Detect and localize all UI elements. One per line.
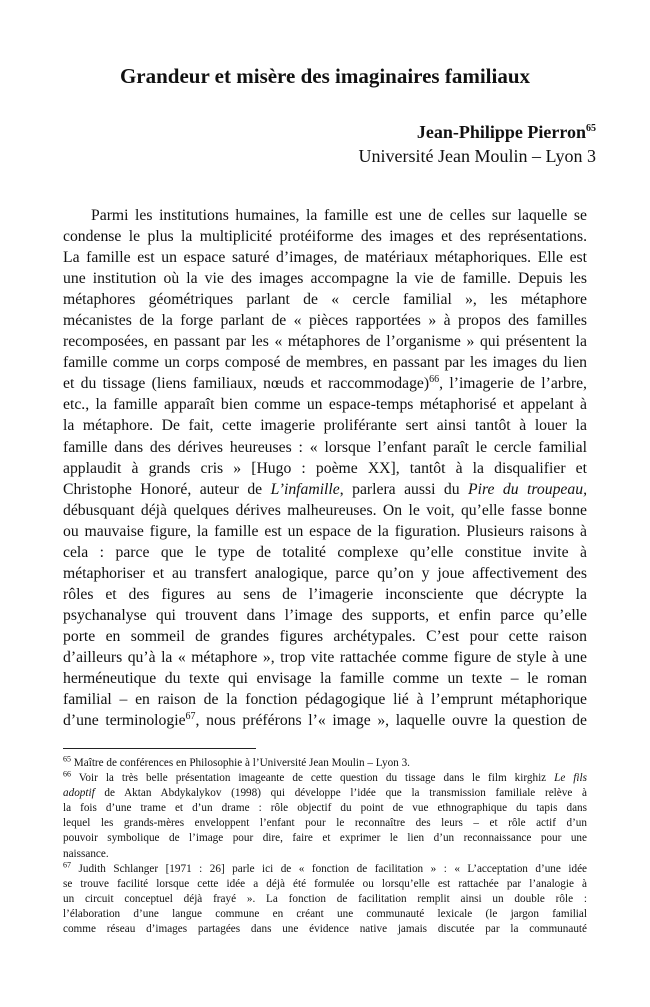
body-line: débusquant déjà quelques dérives malheureuses. On le voit, qu’elle fasse bonne bbox=[63, 501, 587, 519]
footnote-line bbox=[63, 756, 587, 771]
body-line: porte en sommeil de grandes figures archétypales. C’est pour cette raison bbox=[63, 627, 587, 645]
footnote-line: comme réseau d’images partagées dans une évidence native jamais discutée par la communauté bbox=[63, 923, 587, 936]
body-line bbox=[63, 373, 587, 394]
footnote-text: Judith Schlanger [1971 : 26] parle ici de « fonction de facilitation » : « L’acceptation d’une idée bbox=[78, 862, 587, 875]
footnote-text: Voir la très belle présentation imageante de cette question du tissage dans le film kirghiz bbox=[78, 772, 547, 785]
footnote-ref-66[interactable]: 66 bbox=[429, 374, 440, 386]
body-line: famille comme un corps composé de membres, en passant par les images du lien bbox=[63, 354, 587, 372]
footnote-line: se trouve facilité lorsque cette idée a déjà été formulée ou lorsqu’elle est rattachée par l’analogie à bbox=[63, 877, 587, 890]
body-line-text: d’une terminologie bbox=[63, 712, 186, 730]
body-line: La famille est un espace saturé d’images, de matériaux métaphoriques. Elle est bbox=[63, 249, 587, 267]
body-line: psychanalyse qui trouvent dans l’image des supports, et enfin parce qu’elle bbox=[63, 606, 587, 624]
author-name bbox=[417, 122, 596, 143]
body-line: métaphores géométriques parlant de « cercle familial », les métaphore bbox=[63, 291, 587, 309]
body-line: cela : parce que le type de totalité complexe qu’elle constitue invite à bbox=[63, 543, 587, 561]
footnote-number: 67 bbox=[63, 859, 71, 869]
body-line-text: , bbox=[195, 712, 200, 730]
footnote-line: un circuit conceptuel déjà frayé ». La fonction de facilitation remplit ainsi un double rôle : bbox=[63, 892, 587, 905]
film-title-pire: Pire du troupeau, bbox=[468, 480, 588, 498]
footnotes bbox=[63, 756, 587, 937]
footnote-line: l’élaboration d’une langue commune en créant une communauté lexicale (le jargon familial bbox=[63, 907, 587, 920]
body-line-text: , parlera aussi du bbox=[339, 480, 460, 498]
footnote-number: 65 bbox=[63, 754, 71, 764]
film-title: adoptif bbox=[63, 787, 95, 800]
body-line: métaphoriser et au transfert analogique, parce qu’on y joue affectivement des bbox=[63, 564, 587, 582]
footnote-number: 66 bbox=[63, 769, 71, 779]
chapter-title: Grandeur et misère des imaginaires familiaux bbox=[119, 64, 531, 88]
body-line: etc., la famille apparaît bien comme un espace-temps métaphorisé et appelant à bbox=[63, 396, 587, 414]
film-title: Le fils bbox=[554, 772, 587, 785]
footnote-line: pouvoir symbolique de l’image pour dire, faire et exprimer le lien d’un reconnaissance pour une bbox=[63, 832, 587, 845]
body-line-text: Christophe Honoré, auteur de bbox=[63, 480, 263, 498]
author-affiliation: Université Jean Moulin – Lyon 3 bbox=[358, 146, 596, 166]
footnote-ref-67[interactable]: 67 bbox=[185, 710, 196, 722]
body-line: recomposées, en passant par les « métaphores de l’organisme » qui présentent la bbox=[63, 333, 587, 351]
footnote-line: lequel les grands-mères enveloppent l’enfant pour le reconnaître des leurs – et rôle actif d’un bbox=[63, 817, 587, 830]
body-line: d’ailleurs qu’à la « métaphore », trop vite rattachée comme figure de style à une bbox=[63, 648, 587, 666]
body-line-text: nous préférons l’« image », laquelle ouvre la question de bbox=[206, 712, 587, 730]
body-paragraph bbox=[63, 205, 587, 731]
footnote-65 bbox=[63, 756, 587, 771]
body-line: une institution où la vie des images accompagne la vie de famille. Depuis les bbox=[63, 270, 587, 288]
footnote-text: Maître de conférences en Philosophie à l’Université Jean Moulin – Lyon 3. bbox=[73, 757, 410, 769]
footnote-ref-65[interactable]: 65 bbox=[586, 123, 596, 134]
body-line: ou mauvaise figure, la famille est un espace de la figuration. Plusieurs raisons à bbox=[63, 522, 587, 540]
author-name-text: Jean-Philippe Pierron bbox=[416, 122, 586, 142]
body-line-text: et du tissage (liens familiaux, nœuds et raccommodage) bbox=[63, 375, 430, 393]
body-line-text: , l’imagerie de l’arbre, bbox=[439, 375, 587, 393]
body-line: mécanistes de la forge parlant de « pièces rapportées » à propos des familles bbox=[63, 312, 587, 330]
body-line: rôles et des figures au sens de l’imagerie inconsciente que décrypte la bbox=[63, 585, 587, 603]
body-line: herméneutique du texte qui envisage la famille comme un texte – le roman bbox=[63, 670, 587, 688]
body-line: applaudit à grands cris » [Hugo : poème XX], tantôt à la disqualifier et bbox=[63, 459, 587, 477]
footnote-text: de Aktan Abdykalykov (1998) qui développe l’idée que la transmission familiale relève à bbox=[104, 787, 587, 800]
footnote-67 bbox=[63, 859, 587, 937]
body-line: familial – en raison de la fonction pédagogique lié à l’emprunt métaphorique bbox=[63, 691, 587, 709]
body-line: la métaphore. De fait, cette imagerie proliférante sert ainsi tantôt à louer la bbox=[63, 417, 587, 435]
footnote-line bbox=[63, 859, 587, 877]
body-line: condense le plus la multiplicité protéiforme des images et des représentations. bbox=[63, 228, 587, 246]
body-line: famille dans des dérives heureuses : « lorsque l’enfant paraît le cercle familial bbox=[63, 438, 587, 456]
footnote-line: naissance. bbox=[63, 847, 109, 860]
body-line bbox=[63, 479, 587, 500]
footnote-line bbox=[63, 786, 587, 801]
body-line bbox=[63, 710, 587, 731]
footnote-separator bbox=[63, 748, 256, 749]
footnote-line: la fois d’une trame et d’un drame : rôle objectif du point de vue ethnographique du tapis dans bbox=[63, 802, 587, 815]
footnote-line bbox=[63, 771, 587, 786]
footnote-66 bbox=[63, 771, 587, 862]
body-line: Parmi les institutions humaines, la famille est une de celles sur laquelle se bbox=[91, 207, 587, 224]
film-title-linfamille: L’infamille bbox=[270, 480, 340, 498]
